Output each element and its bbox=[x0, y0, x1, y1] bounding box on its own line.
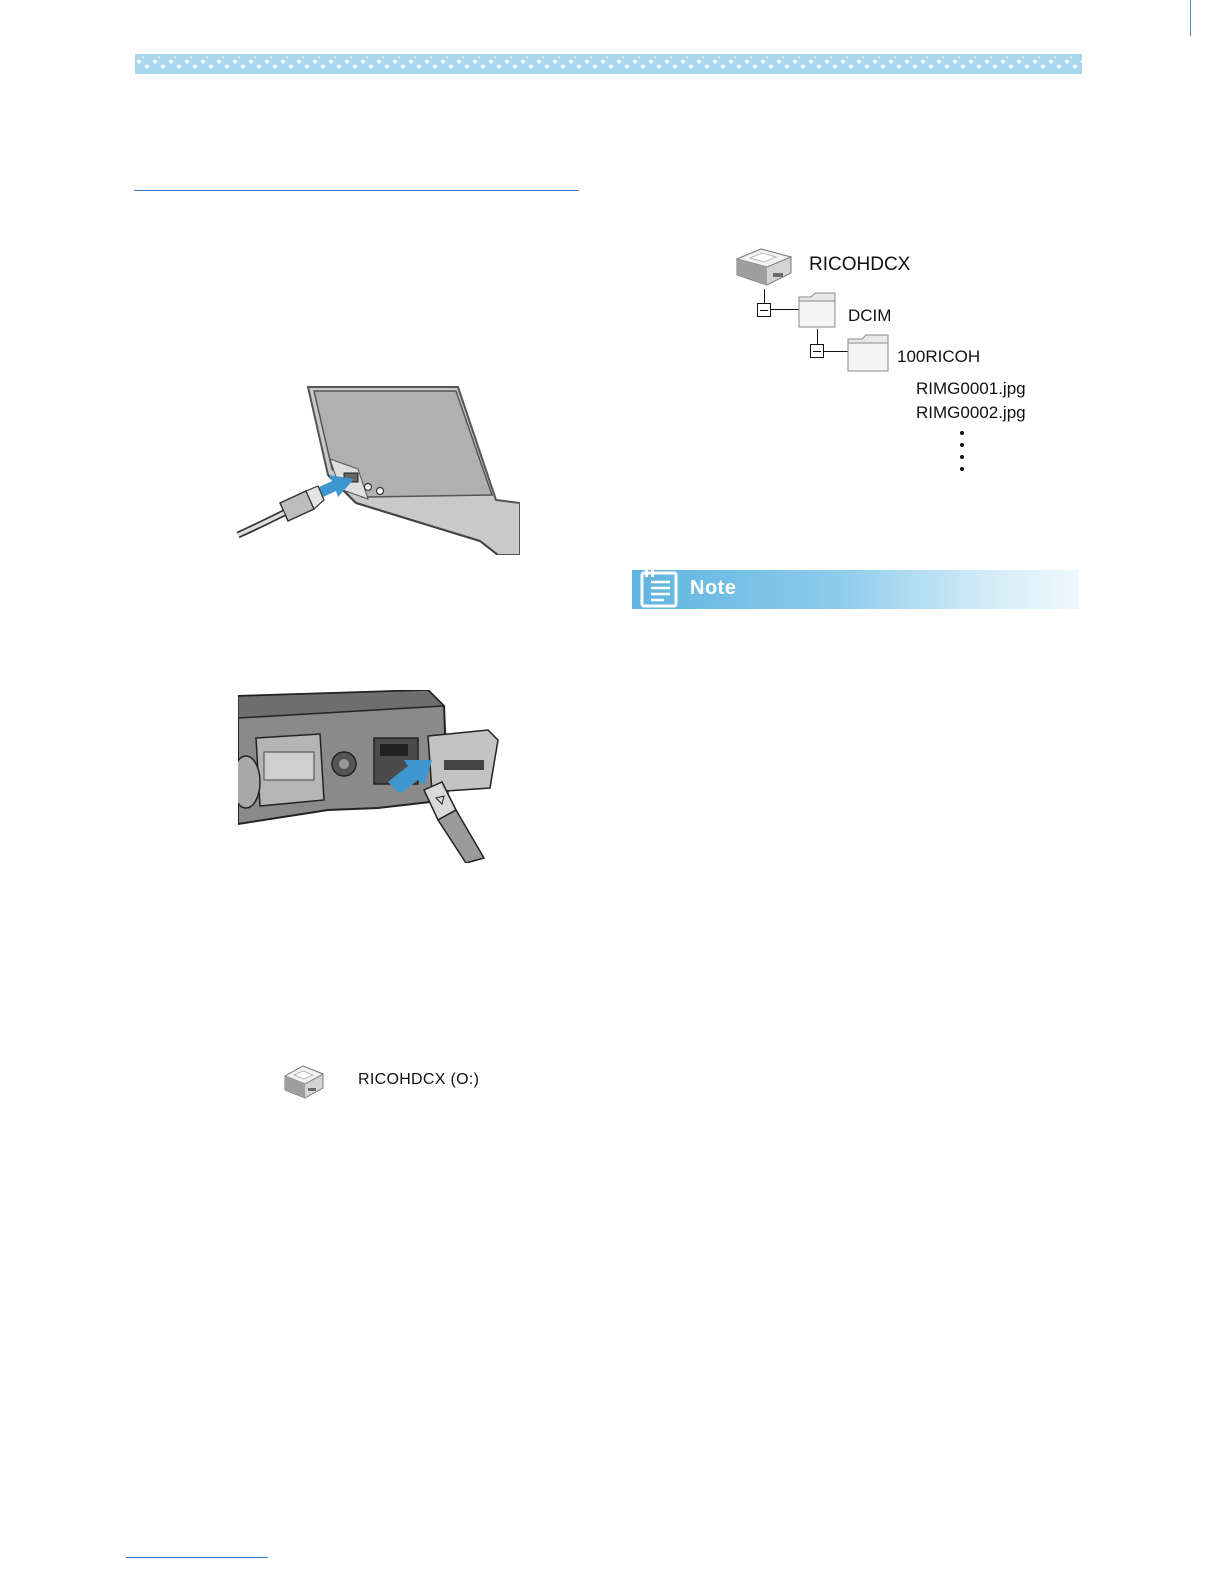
tree-line bbox=[764, 289, 765, 303]
tree-file-item: RIMG0002.jpg bbox=[916, 403, 1026, 422]
tree-level2-label: 100RICOH bbox=[897, 347, 981, 366]
tree-level1-label: DCIM bbox=[848, 306, 892, 325]
ellipsis-dot-icon bbox=[960, 455, 964, 459]
tree-root-label: RICOHDCX bbox=[809, 254, 911, 275]
drive-label: RICOHDCX (O:) bbox=[358, 1071, 480, 1088]
collapse-minus-icon[interactable] bbox=[810, 344, 824, 358]
tree-line bbox=[817, 329, 818, 344]
header-band bbox=[135, 54, 1082, 74]
tree-line bbox=[824, 351, 848, 352]
section-heading-rule bbox=[134, 190, 579, 191]
collapse-minus-icon[interactable] bbox=[757, 303, 771, 317]
note-label: Note bbox=[690, 577, 737, 599]
ellipsis-dot-icon bbox=[960, 431, 964, 435]
folder-tree bbox=[733, 245, 1079, 480]
diamond-pattern-icon bbox=[135, 54, 1082, 74]
folder-icon bbox=[797, 291, 837, 329]
tree-file-item: RIMG0001.jpg bbox=[916, 379, 1026, 398]
ellipsis-dot-icon bbox=[960, 467, 964, 471]
usb-to-camera-illustration bbox=[238, 690, 502, 863]
note-pad-icon bbox=[634, 570, 684, 609]
footer-rule bbox=[126, 1557, 268, 1558]
folder-icon bbox=[846, 333, 890, 373]
removable-drive-icon bbox=[279, 1062, 327, 1102]
usb-to-computer-illustration bbox=[236, 385, 520, 555]
root-drive-icon bbox=[733, 245, 795, 287]
ellipsis-dot-icon bbox=[960, 443, 964, 447]
tree-line bbox=[771, 309, 799, 310]
top-edge-rule bbox=[1190, 0, 1191, 36]
note-heading-bar bbox=[632, 570, 1079, 609]
